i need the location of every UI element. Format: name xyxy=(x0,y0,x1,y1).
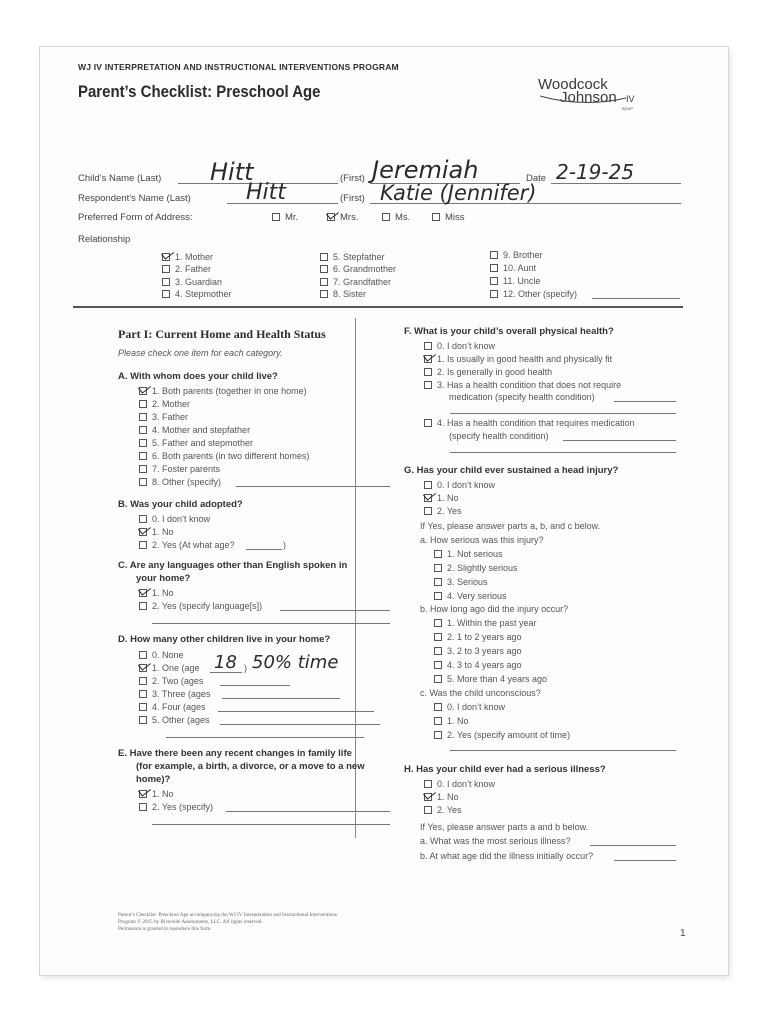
qc-option-1[interactable]: 1. No xyxy=(139,588,174,598)
qb-paren: ) xyxy=(283,540,286,550)
qe-option-2[interactable]: 2. Yes (specify) xyxy=(139,802,213,812)
checked-checkbox-icon xyxy=(139,387,147,395)
qh-option-2[interactable]: 2. Yes xyxy=(424,805,462,815)
question-g: G. Has your child ever sustained a head injury? xyxy=(404,465,619,476)
qa-option-7[interactable]: 7. Foster parents xyxy=(139,464,220,474)
column-divider xyxy=(355,318,356,838)
address-ms[interactable]: Ms. xyxy=(382,212,410,223)
checkbox-icon xyxy=(434,675,442,683)
qg-a-option-3[interactable]: 3. Serious xyxy=(434,577,488,587)
question-e-line3: home)? xyxy=(136,774,171,785)
checked-checkbox-icon xyxy=(162,253,170,261)
child-last-label: Child’s Name (Last) xyxy=(78,173,162,184)
part1-title: Part I: Current Home and Health Status xyxy=(118,327,326,341)
question-b: B. Was your child adopted? xyxy=(118,499,243,510)
checkbox-icon xyxy=(434,717,442,725)
qb-option-2[interactable]: 2. Yes (At what age? xyxy=(139,540,235,550)
respondent-last-value[interactable]: Hitt xyxy=(246,180,286,205)
checkbox-icon xyxy=(382,213,390,221)
qg-a-label: a. How serious was this injury? xyxy=(420,535,544,545)
qh-option-0[interactable]: 0. I don’t know xyxy=(424,779,495,789)
checkbox-icon xyxy=(424,806,432,814)
qc-language-line-2 xyxy=(152,623,390,624)
checkbox-icon xyxy=(434,564,442,572)
qe-specify-line xyxy=(226,811,390,812)
checkbox-icon xyxy=(424,381,432,389)
relationship-aunt[interactable]: 10. Aunt xyxy=(490,263,536,273)
qa-option-3[interactable]: 3. Father xyxy=(139,412,188,422)
qd-option-2[interactable]: 2. Two (ages xyxy=(139,676,203,686)
checkbox-icon xyxy=(139,602,147,610)
relationship-stepmother[interactable]: 4. Stepmother xyxy=(162,289,232,299)
qg-b-option-5[interactable]: 5. More than 4 years ago xyxy=(434,674,547,684)
relationship-mother[interactable]: 1. Mother xyxy=(162,252,213,262)
checkbox-icon xyxy=(139,413,147,421)
qh-a-line xyxy=(590,845,676,846)
date-label: Date xyxy=(526,173,547,184)
qd-four-line xyxy=(218,711,374,712)
address-mrs[interactable]: Mrs. xyxy=(327,212,358,223)
checkbox-icon xyxy=(320,278,328,286)
question-h: H. Has your child ever had a serious illness? xyxy=(404,764,606,775)
qg-b-option-3[interactable]: 3. 2 to 3 years ago xyxy=(434,646,522,656)
relationship-stepfather[interactable]: 5. Stepfather xyxy=(320,252,385,262)
checkbox-icon xyxy=(434,592,442,600)
qd-two-line xyxy=(220,685,290,686)
woodcock-johnson-logo: Woodcock Johnson IV BDAP xyxy=(538,76,635,111)
qg-c-label: c. Was the child unconscious? xyxy=(420,688,541,698)
section-divider xyxy=(73,306,683,308)
qg-option-1[interactable]: 1. No xyxy=(424,493,459,503)
qf-opt3-line-2 xyxy=(450,413,676,414)
checkbox-icon xyxy=(162,278,170,286)
checkbox-icon xyxy=(139,803,147,811)
checkbox-icon xyxy=(434,578,442,586)
respondent-first-label: (First) xyxy=(340,193,365,204)
qf-opt4-line xyxy=(563,440,676,441)
checkbox-icon xyxy=(272,213,280,221)
qa-option-2[interactable]: 2. Mother xyxy=(139,399,190,409)
qd-other-line-2 xyxy=(166,737,364,738)
qg-c-time-line xyxy=(450,750,676,751)
relationship-sister[interactable]: 8. Sister xyxy=(320,289,366,299)
qe-option-1[interactable]: 1. No xyxy=(139,789,174,799)
qd-other-line xyxy=(220,724,380,725)
checkbox-icon xyxy=(432,213,440,221)
qf-option-4[interactable]: 4. Has a health condition that requires medication xyxy=(424,418,635,428)
checkbox-icon xyxy=(490,277,498,285)
relationship-brother[interactable]: 9. Brother xyxy=(490,250,543,260)
checked-checkbox-icon xyxy=(424,494,432,502)
relationship-grandfather[interactable]: 7. Grandfather xyxy=(320,277,391,287)
qg-b-label: b. How long ago did the injury occur? xyxy=(420,604,569,614)
qf-option-3-cont: medication (specify health condition) xyxy=(449,392,595,402)
qg-b-option-1[interactable]: 1. Within the past year xyxy=(434,618,537,628)
checkbox-icon xyxy=(434,661,442,669)
checkbox-icon xyxy=(139,478,147,486)
qe-specify-line-2 xyxy=(152,824,390,825)
checkbox-icon xyxy=(434,731,442,739)
qg-c-option-2[interactable]: 2. Yes (specify amount of time) xyxy=(434,730,570,740)
checkbox-icon xyxy=(139,541,147,549)
relationship-other-line xyxy=(592,298,680,299)
relationship-grandmother[interactable]: 6. Grandmother xyxy=(320,264,396,274)
checkbox-icon xyxy=(139,677,147,685)
qd-one-age-value[interactable]: 18 xyxy=(214,652,237,673)
qf-option-3[interactable]: 3. Has a health condition that does not require xyxy=(424,380,621,390)
relationship-uncle[interactable]: 11. Uncle xyxy=(490,276,540,286)
qf-option-4-cont: (specify health condition) xyxy=(449,431,549,441)
date-value[interactable]: 2-19-25 xyxy=(556,160,635,184)
qf-opt4-line-2 xyxy=(450,452,676,453)
qg-option-0[interactable]: 0. I don’t know xyxy=(424,480,495,490)
qa-option-1[interactable]: 1. Both parents (together in one home) xyxy=(139,386,307,396)
qd-three-line xyxy=(222,698,340,699)
respondent-last-label: Respondent’s Name (Last) xyxy=(78,193,191,204)
qd-option-0[interactable]: 0. None xyxy=(139,650,184,660)
qg-option-2[interactable]: 2. Yes xyxy=(424,506,462,516)
checkbox-icon xyxy=(139,690,147,698)
checkbox-icon xyxy=(490,264,498,272)
relationship-father[interactable]: 2. Father xyxy=(162,264,211,274)
checkbox-icon xyxy=(434,703,442,711)
program-title: WJ IV INTERPRETATION AND INSTRUCTIONAL INTERVENTIONS PROGRAM xyxy=(78,62,399,72)
footer-copyright: Parent’s Checklist: Preschool Age accompanying the WJ IV Interpretation and Instructional Interventions Program © 2015 by Riverside Assessments, LLC. All rights reserved. Permission is granted to reproduce this form. xyxy=(118,912,337,932)
qb-age-line xyxy=(246,549,282,550)
checkbox-icon xyxy=(434,647,442,655)
checked-checkbox-icon xyxy=(424,793,432,801)
qd-option-3[interactable]: 3. Three (ages xyxy=(139,689,210,699)
checkbox-icon xyxy=(139,465,147,473)
qh-option-1[interactable]: 1. No xyxy=(424,792,459,802)
page-number: 1 xyxy=(680,928,686,939)
qf-option-2[interactable]: 2. Is generally in good health xyxy=(424,367,552,377)
qf-opt3-line xyxy=(614,401,676,402)
checkbox-icon xyxy=(139,439,147,447)
checkbox-icon xyxy=(139,426,147,434)
address-label: Preferred Form of Address: xyxy=(78,212,193,223)
qg-ifyes: If Yes, please answer parts a, b, and c below. xyxy=(420,521,601,531)
qc-language-line xyxy=(280,610,390,611)
checked-checkbox-icon xyxy=(139,589,147,597)
checkbox-icon xyxy=(320,265,328,273)
checkbox-icon xyxy=(424,507,432,515)
checkbox-icon xyxy=(434,619,442,627)
checkbox-icon xyxy=(490,290,498,298)
checkbox-icon xyxy=(139,452,147,460)
checked-checkbox-icon xyxy=(327,213,335,221)
question-e-line1: E. Have there been any recent changes in family life xyxy=(118,748,352,759)
checkbox-icon xyxy=(162,265,170,273)
relationship-label: Relationship xyxy=(78,234,131,245)
checkbox-icon xyxy=(139,716,147,724)
relationship-other[interactable]: 12. Other (specify) xyxy=(490,289,577,299)
qa-other-line xyxy=(236,486,390,487)
qd-option-1[interactable]: 1. One (age xyxy=(139,663,200,673)
checked-checkbox-icon xyxy=(139,790,147,798)
checkbox-icon xyxy=(139,400,147,408)
qh-ifyes: If Yes, please answer parts a and b below. xyxy=(420,822,589,832)
address-miss[interactable]: Miss xyxy=(432,212,465,223)
question-a: A. With whom does your child live? xyxy=(118,371,278,382)
checkbox-icon xyxy=(162,290,170,298)
qb-option-1[interactable]: 1. No xyxy=(139,527,174,537)
question-c-line2: your home? xyxy=(136,573,191,584)
qg-a-option-4[interactable]: 4. Very serious xyxy=(434,591,507,601)
checkbox-icon xyxy=(490,251,498,259)
checkbox-icon xyxy=(424,419,432,427)
qg-c-option-1[interactable]: 1. No xyxy=(434,716,469,726)
qh-b-label: b. At what age did the illness initially occur? xyxy=(420,851,594,861)
qc-option-2[interactable]: 2. Yes (specify language[s]) xyxy=(139,601,262,611)
qd-option-4[interactable]: 4. Four (ages xyxy=(139,702,206,712)
checked-checkbox-icon xyxy=(139,528,147,536)
logo-arc-icon xyxy=(538,94,628,106)
qa-option-6[interactable]: 6. Both parents (in two different homes) xyxy=(139,451,309,461)
qh-a-label: a. What was the most serious illness? xyxy=(420,836,571,846)
qf-option-1[interactable]: 1. Is usually in good health and physically fit xyxy=(424,354,612,364)
question-c-line1: C. Are any languages other than English spoken in xyxy=(118,560,348,571)
qg-b-option-4[interactable]: 4. 3 to 4 years ago xyxy=(434,660,522,670)
qh-b-line xyxy=(614,860,676,861)
qa-option-4[interactable]: 4. Mother and stepfather xyxy=(139,425,250,435)
qa-option-8[interactable]: 8. Other (specify) xyxy=(139,477,221,487)
checkbox-icon xyxy=(434,633,442,641)
form-title: Parent’s Checklist: Preschool Age xyxy=(78,82,321,101)
child-first-value[interactable]: Jeremiah xyxy=(372,156,479,184)
qa-option-5[interactable]: 5. Father and stepmother xyxy=(139,438,253,448)
qg-a-option-2[interactable]: 2. Slightly serious xyxy=(434,563,518,573)
address-mr[interactable]: Mr. xyxy=(272,212,298,223)
checked-checkbox-icon xyxy=(424,355,432,363)
qg-c-option-0[interactable]: 0. I don’t know xyxy=(434,702,505,712)
checkbox-icon xyxy=(139,703,147,711)
qd-option-5[interactable]: 5. Other (ages xyxy=(139,715,210,725)
qg-a-option-1[interactable]: 1. Not serious xyxy=(434,549,503,559)
checkbox-icon xyxy=(434,550,442,558)
question-f: F. What is your child’s overall physical health? xyxy=(404,326,614,337)
checkbox-icon xyxy=(320,290,328,298)
checked-checkbox-icon xyxy=(139,664,147,672)
checkbox-icon xyxy=(424,368,432,376)
respondent-first-value[interactable]: Katie (Jennifer) xyxy=(380,181,537,205)
qd-one-note[interactable]: 50% time xyxy=(252,652,339,673)
child-first-label: (First) xyxy=(340,173,365,184)
relationship-guardian[interactable]: 3. Guardian xyxy=(162,277,222,287)
qf-option-0[interactable]: 0. I don’t know xyxy=(424,341,495,351)
part1-note: Please check one item for each category. xyxy=(118,348,283,358)
child-last-value[interactable]: Hitt xyxy=(210,158,254,186)
qb-option-0[interactable]: 0. I don’t know xyxy=(139,514,210,524)
checkbox-icon xyxy=(320,253,328,261)
qg-b-option-2[interactable]: 2. 1 to 2 years ago xyxy=(434,632,522,642)
question-e-line2: (for example, a birth, a divorce, or a move to a new xyxy=(136,761,365,772)
question-d: D. How many other children live in your home? xyxy=(118,634,331,645)
